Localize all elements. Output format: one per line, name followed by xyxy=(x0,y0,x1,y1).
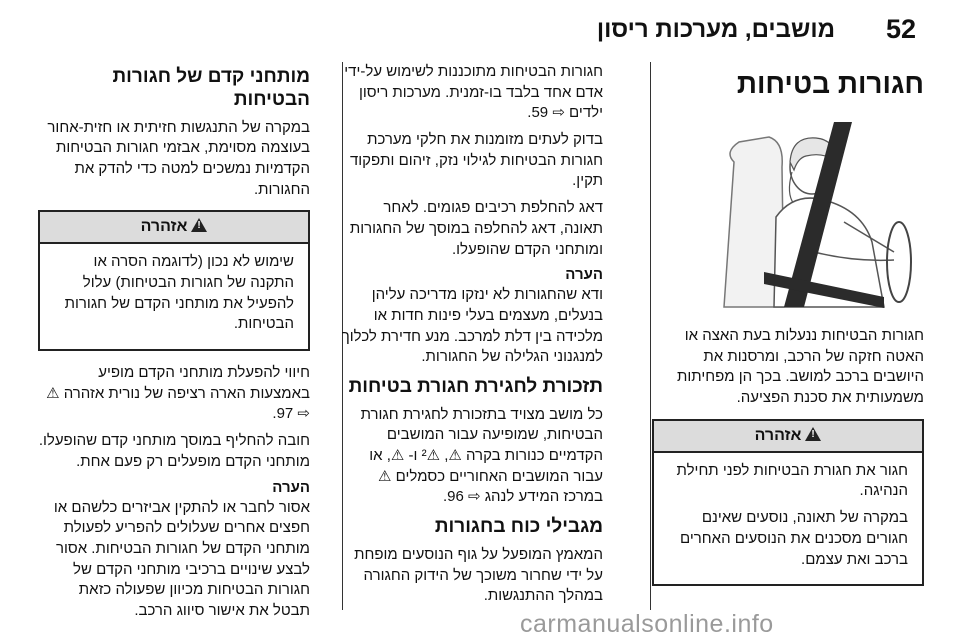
warning-box xyxy=(38,210,310,351)
intro-text: חגורות הבטיחות ננעלות בעת האצה או האטה חזקה של הרכב, ומרסנות את היושבים ברכב למושב. בכך הן מפחיתות משמעותית את סכנת הפציעה. xyxy=(677,327,924,407)
column-divider xyxy=(650,62,651,610)
body-text: דאג להחלפת רכיבים פגומים. לאחר תאונה, דאג להחלפה במוסך של החגורות ומותחני הקדם שהופעלו. xyxy=(349,199,603,258)
body-text: המאמץ המופעל על גוף הנוסעים מופחת על ידי שחרור משוכך של הידוק החגורה במהלך ההתנגשות. xyxy=(354,545,603,605)
column-middle xyxy=(338,62,603,613)
body-text: חגורות הבטיחות מתוכננות לשימוש על-ידי אדם אחד בלבד בו-זמנית. מערכות ריסון ילדים ⇨ 59. xyxy=(344,63,603,122)
subheading-pretensioners: מותחני קדם של חגורות הבטיחות xyxy=(112,66,310,110)
warning-header xyxy=(40,212,308,244)
column-seatbelts xyxy=(652,62,924,598)
subheading-reminder: תזכורת לחגירת חגורת בטיחות xyxy=(348,375,603,397)
warning-title: אזהרה xyxy=(754,426,802,444)
warning-text: שימוש לא נכון (לדוגמה הסרה או התקנה של חגורות הבטיחות) עלול להפעיל את מותחני הקדם של חגורות הבטיחות. xyxy=(64,253,294,333)
warning-text: חגור את חגורת הבטיחות לפני תחילת הנהיגה. xyxy=(676,461,908,500)
warning-header xyxy=(654,421,922,453)
warning-triangle-icon xyxy=(191,218,207,232)
note-label: הערה xyxy=(272,478,310,496)
page-title: מושבים, מערכות ריסון xyxy=(596,16,835,43)
column-pretensioners xyxy=(38,62,310,628)
warning-body xyxy=(40,244,308,349)
body-text: בדוק לעתים מזומנות את חלקי מערכת חגורות הבטיחות לגילוי נזק, זיהום ותפקוד תקין. xyxy=(349,131,603,190)
note-text: ודא שהחגורות לא ינזקו מדריכה עליהן בנעלים, מעצמים בעלי פינות חדות או מלכידה בין דלת למרכב. מנע חדירת לכלוך למנגנוני הגלילה של החגורות. xyxy=(341,286,603,366)
driver-seatbelt-illustration xyxy=(694,122,924,312)
subheading-force-limiters: מגבילי כוח בחגורות xyxy=(434,516,603,538)
page-header xyxy=(0,14,960,54)
note-label: הערה xyxy=(565,266,603,284)
warning-box xyxy=(652,419,924,586)
watermark: carmanualsonline.info xyxy=(520,610,774,638)
body-text: חיווי להפעלת מותחני הקדם מופיע באמצעות הארה רציפה של נורית אזהרה ⚠ ⇨ 97. xyxy=(46,364,310,423)
warning-title: אזהרה xyxy=(140,218,188,236)
body-text: כל מושב מצויד בתזכורת לחגירת חגורת הבטיחות, שמופיעה עבור המושבים הקדמיים כנורות בקרה ⚠, ⚠² ו- ⚠, או עבור המושבים האחוריים כסמלים ⚠ במרכז המידע לנהג ⇨ 96. xyxy=(360,405,603,506)
body-text: חובה להחליף במוסך מותחני קדם שהופעלו. מותחני הקדם מופעלים רק פעם אחת. xyxy=(38,432,310,470)
note-text: אסור לחבר או להתקין אביזרים כלשהם או חפצים אחרים שעלולים להפריע לפעולת מותחני הקדם של חגורות הבטיחות. אסור לבצע שינויים ברכיבי מותחני הקדם של חגורות הבטיחות מכיוון שפעולה כזאת תבטל את אישור סיווג הרכב. xyxy=(53,498,310,619)
warning-body xyxy=(654,453,922,584)
warning-text: במקרה של תאונה, נוסעים שאינם חגורים מסכנים את הנוסעים האחרים ברכב ואת עצמם. xyxy=(680,509,908,568)
body-text: במקרה של התנגשות חזיתית או חזית-אחור בעוצמה מסוימת, אבזמי חגורות הבטיחות הקדמיות נמשכים למטה כדי להדק את החגורות. xyxy=(47,118,310,198)
page-number: 52 xyxy=(885,14,916,44)
section-heading: חגורות בטיחות xyxy=(736,68,924,99)
warning-triangle-icon xyxy=(805,427,821,441)
